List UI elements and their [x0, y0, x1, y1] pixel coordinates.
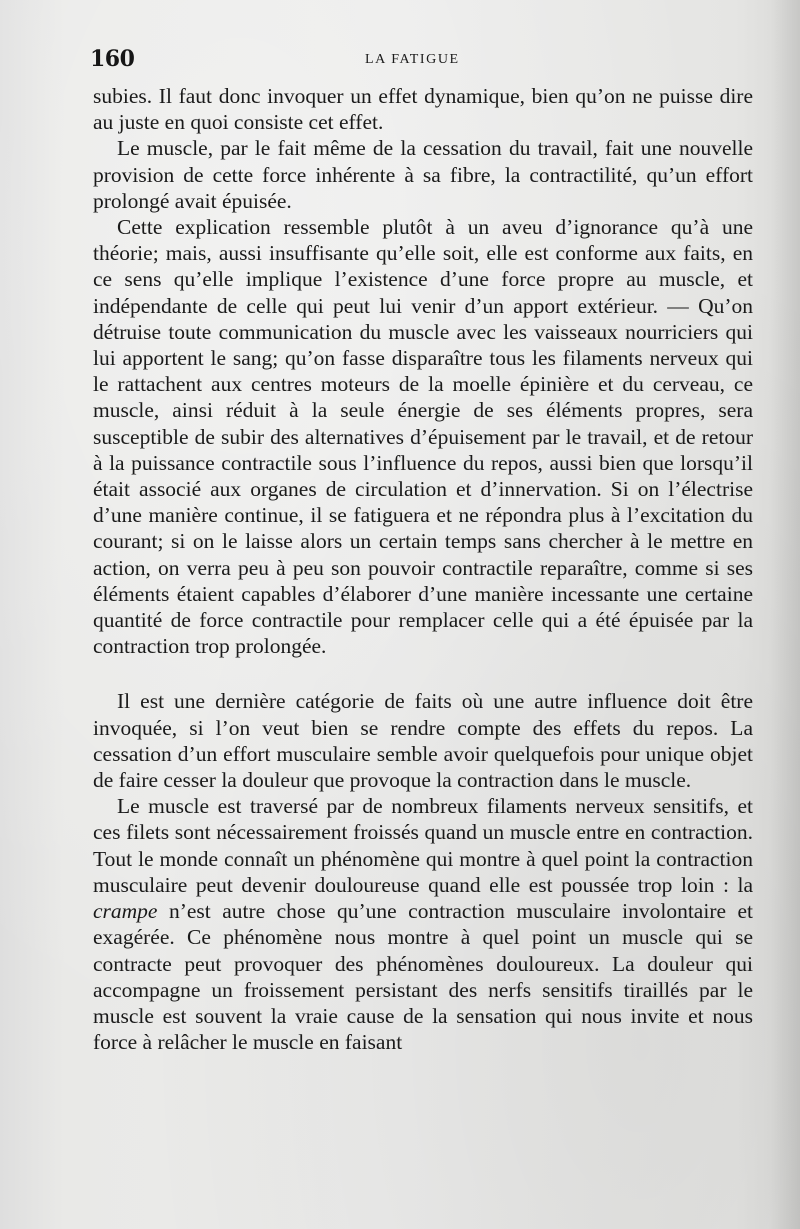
page-edge-shadow — [770, 0, 800, 1229]
paragraph-5 — [93, 793, 753, 1055]
emphasized-word: crampe — [93, 899, 158, 924]
paragraph-5-text-after: n’est autre chose qu’une contraction musculaire involontaire et exagérée. Ce phénomène nous montre à quel point un muscle qui se contracte peut provoquer des phénomènes douloureux. La douleur qui accompagne un froissement persistant des nerfs sensitifs tiraillés par le muscle est souvent la vraie cause de la sensation qui nous invite et nous force à relâcher le muscle en faisant — [93, 899, 753, 1055]
page-header — [90, 44, 750, 80]
paragraph-2: Le muscle, par le fait même de la cessation du travail, fait une nouvelle provision de cette force inhérente à sa fibre, la contractilité, qu’un effort prolongé avait épuisée. — [93, 136, 753, 213]
page-number: 160 — [90, 46, 135, 72]
body-text — [93, 83, 753, 1055]
paragraph-5-text-before: Le muscle est traversé par de nombreux filaments nerveux sensitifs, et ces filets sont nécessairement froissés quand un muscle entre en contraction. Tout le monde connaît un phénomène qui montre à quel point la contraction musculaire peut devenir douloureuse quand elle est poussée trop loin : la — [93, 794, 753, 897]
paragraph-1: subies. Il faut donc invoquer un effet dynamique, bien qu’on ne puisse dire au juste en quoi consiste cet effet. — [93, 84, 753, 135]
paragraph-3: Cette explication ressemble plutôt à un aveu d’ignorance qu’à une théorie; mais, aussi insuffisante qu’elle soit, elle est conforme aux faits, en ce sens qu’elle implique l’existence d’une force propre au muscle, et indépendante de celle qui peut lui venir d’un apport extérieur. — Qu’on détruise toute communication du muscle avec les vaisseaux nourriciers qui lui apportent le sang; qu’on fasse disparaître tous les filaments nerveux qui le rattachent aux centres moteurs de la moelle épinière et du cerveau, ce muscle, ainsi réduit à la seule énergie de ses éléments propres, sera susceptible de subir des alternatives d’épuisement par le travail, et de retour à la puissance contractile sous l’influence du repos, aussi bien que lorsqu’il était associé aux organes de circulation et d’innervation. Si on l’électrise d’une manière continue, il se fatiguera et ne répondra plus à l’excitation du courant; si on le laisse alors un certain temps sans chercher à le mettre en action, on verra peu à peu son pouvoir contractile reparaître, comme si ses éléments étaient capables d’élaborer d’une manière incessante une certaine quantité de force contractile pour remplacer celle qui a été épuisée par la contraction trop prolongée. — [93, 215, 753, 659]
paragraph-4: Il est une dernière catégorie de faits où une autre influence doit être invoquée, si l’on veut bien se rendre compte des effets du repos. La cessation d’un effort musculaire semble avoir quelquefois pour unique objet de faire cesser la douleur que provoque la contraction dans le muscle. — [93, 689, 753, 793]
running-title: LA FATIGUE — [365, 52, 460, 67]
